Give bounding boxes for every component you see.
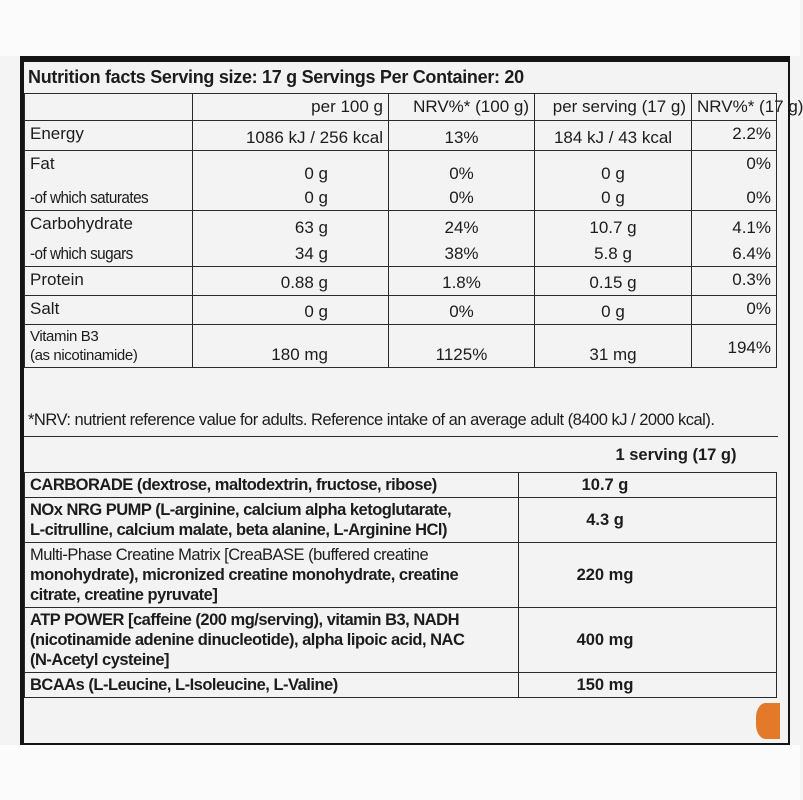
col-header-nrv100: NRV%* (100 g) — [389, 94, 535, 121]
nutrient-subname: -of which sugars — [30, 244, 133, 263]
ingredient-row-carborade — [25, 473, 777, 498]
value-per-serving: 0 g — [601, 188, 625, 207]
ingredient-row-atp-power — [25, 608, 777, 673]
nutrient-name: Energy — [30, 124, 84, 143]
value-nrv-serving: 0.3% — [732, 270, 771, 289]
ingredient-amount: 4.3 g — [519, 498, 777, 543]
ingredient-amount: 150 mg — [519, 673, 777, 698]
ingredient-row-creatine — [25, 543, 777, 608]
value-per100: 34 g — [294, 244, 328, 263]
value-per-serving: 0 g — [601, 164, 625, 183]
ingredient-name: monohydrate), micronized creatine monohydrate, creatine — [30, 566, 459, 584]
value-per100: 180 mg — [271, 345, 328, 364]
nutrient-name: Carbohydrate — [30, 214, 134, 233]
ingredients-header-row — [25, 438, 777, 473]
value-nrv-serving: 194% — [727, 338, 771, 357]
ingredients-header-spacer — [25, 438, 519, 473]
value-per-serving: 0.15 g — [589, 273, 637, 292]
value-per100: 0.88 g — [280, 273, 328, 292]
value-nrv100: 24% — [444, 218, 479, 237]
ingredient-name: ATP POWER [caffeine (200 mg/serving), vitamin B3, NADH — [30, 611, 459, 629]
row-carbohydrate — [25, 211, 777, 267]
col-header-per100: per 100 g — [193, 94, 389, 121]
value-per100: 0 g — [304, 164, 328, 183]
nutrient-subname: (as nicotinamide) — [30, 347, 138, 364]
value-nrv-serving: 4.1% — [732, 218, 771, 237]
ingredient-row-bcaas — [25, 673, 777, 698]
value-nrv-serving: 6.4% — [732, 244, 771, 263]
value-nrv-serving: 0% — [746, 154, 771, 173]
value-per100: 1086 kJ / 256 kcal — [245, 128, 383, 147]
value-per100: 63 g — [294, 218, 328, 237]
col-header-nrv-serving: NRV%* (17 g) — [692, 94, 777, 121]
nutrient-name: Protein — [30, 270, 84, 289]
ingredient-amount: 10.7 g — [519, 473, 777, 498]
value-per-serving: 10.7 g — [589, 218, 637, 237]
nrv-footnote: *NRV: nutrient reference value for adults. Reference intake of an average adult (8400 kJ / 2000 kcal). — [24, 404, 778, 437]
row-energy — [25, 121, 777, 151]
value-per-serving: 184 kJ / 43 kcal — [553, 128, 673, 147]
value-per-serving: 5.8 g — [594, 244, 632, 263]
ingredient-amount: 220 mg — [519, 543, 777, 608]
value-nrv100: 13% — [444, 128, 479, 147]
nutrition-table — [24, 93, 803, 368]
ingredient-name: L-citrulline, calcium malate, beta alanine, L-Arginine HCl) — [30, 521, 448, 539]
value-nrv100: 0% — [449, 164, 474, 183]
value-per-serving: 0 g — [601, 302, 625, 321]
ingredient-name: BCAAs (L-Leucine, L-Isoleucine, L-Valine) — [30, 676, 338, 694]
ingredient-name: (nicotinamide adenine dinucleotide), alpha lipoic acid, NAC — [30, 631, 465, 649]
row-salt — [25, 296, 777, 325]
ingredient-name: CARBORADE (dextrose, maltodextrin, fructose, ribose) — [30, 476, 437, 494]
background-bottom — [0, 745, 800, 800]
nutrient-name: Fat — [30, 154, 55, 173]
row-fat — [25, 151, 777, 211]
row-vitamin-b3 — [25, 325, 777, 368]
value-nrv-serving: 0% — [746, 188, 771, 207]
nutrition-header: Nutrition facts Serving size: 17 g Servings Per Container: 20 — [28, 67, 524, 87]
value-nrv100: 1.8% — [442, 273, 481, 292]
ingredient-name: (N-Acetyl cysteine] — [30, 651, 170, 669]
value-per-serving: 31 mg — [589, 345, 637, 364]
orange-accent — [756, 703, 780, 739]
col-header-per-serving: per serving (17 g) — [535, 94, 692, 121]
value-per100: 0 g — [304, 188, 328, 207]
value-nrv100: 38% — [444, 244, 479, 263]
nutrition-column-headers — [25, 94, 777, 121]
ingredient-row-nox — [25, 498, 777, 543]
ingredient-name: Multi-Phase Creatine Matrix [CreaBASE (buffered creatine — [30, 546, 429, 564]
value-nrv100: 0% — [449, 302, 474, 321]
nutrient-subname: -of which saturates — [30, 188, 149, 207]
nutrient-name: Vitamin B3 — [30, 328, 99, 345]
ingredient-name: NOx NRG PUMP (L-arginine, calcium alpha ketoglutarate, — [30, 501, 452, 519]
value-nrv100: 1125% — [435, 345, 488, 364]
background-top — [0, 0, 800, 56]
value-nrv100: 0% — [449, 188, 474, 207]
row-protein — [25, 267, 777, 296]
ingredients-table — [24, 438, 777, 698]
value-per100: 0 g — [304, 302, 328, 321]
ingredient-amount: 400 mg — [519, 608, 777, 673]
ingredient-name: citrate, creatine pyruvate] — [30, 586, 218, 604]
ingredients-header: 1 serving (17 g) — [519, 438, 777, 473]
value-nrv-serving: 0% — [746, 299, 771, 318]
nutrient-name: Salt — [30, 299, 60, 318]
value-nrv-serving: 2.2% — [732, 124, 771, 143]
col-header-nutrient — [25, 94, 193, 121]
